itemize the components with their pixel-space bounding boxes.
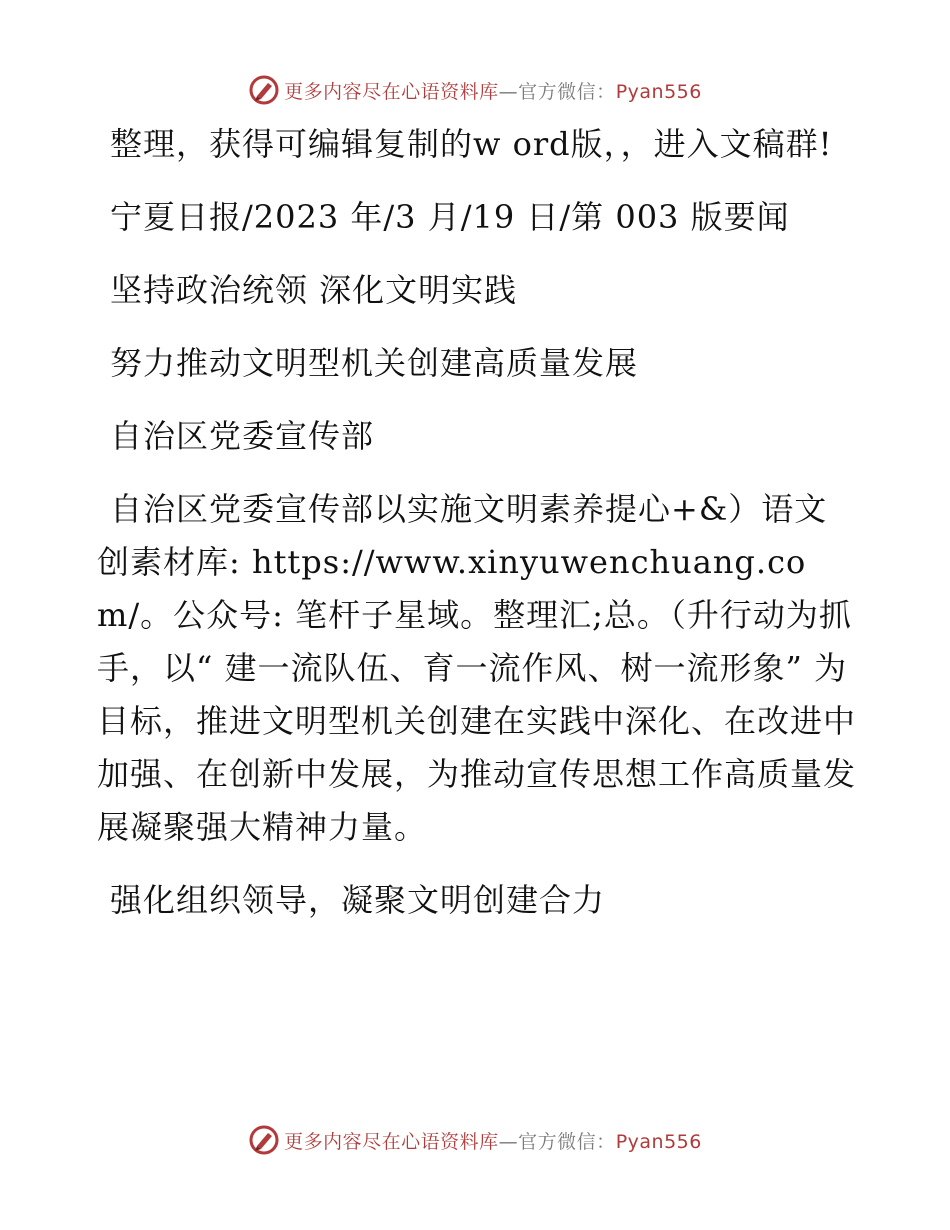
watermark-contact-label: 官方微信： <box>518 80 616 103</box>
source-line: 宁夏日报/2023 年/3 月/19 日/第 003 版要闻 <box>110 198 790 236</box>
pen-nib-logo-icon <box>248 1124 280 1156</box>
watermark-brand: 更多内容尽在心语资料库 <box>284 80 499 103</box>
footer-watermark <box>0 1120 950 1160</box>
subheadline: 努力推动文明型机关创建高质量发展 <box>110 344 639 382</box>
author-line: 自治区党委宣传部 <box>110 417 375 455</box>
watermark-separator: — <box>498 80 519 103</box>
watermark-brand: 更多内容尽在心语资料库 <box>284 1130 499 1153</box>
headline: 坚持政治统领 深化文明实践 <box>110 271 518 309</box>
intro-paragraph: 整理，获得可编辑复制的w ord版，，进入文稿群! <box>110 125 833 163</box>
watermark-separator: — <box>498 1130 519 1153</box>
section-heading: 强化组织领导，凝聚文明创建合力 <box>110 881 606 919</box>
watermark-contact-id: Pyan556 <box>615 1130 702 1153</box>
watermark-text <box>284 1127 702 1154</box>
watermark-text <box>284 77 702 104</box>
watermark-contact-id: Pyan556 <box>615 80 702 103</box>
body-paragraph: 自治区党委宣传部以实施文明素养提心+&）语文创素材库: https://www.xinyuwenchuang.com/。公众号: 笔杆子星域。整理汇;总。（升行动为抓手，以“ 建一流队伍、育一流作风、树一流形象” 为目标，推进文明型机关创建在实践中深化、在改进中加强、在创新中发展，为推动宣传思想工作高质量发展凝聚强大精神力量。 <box>97 490 857 846</box>
watermark-contact-label: 官方微信： <box>518 1130 616 1153</box>
document-body <box>97 118 857 947</box>
header-watermark <box>0 70 950 110</box>
pen-nib-logo-icon <box>248 74 280 106</box>
